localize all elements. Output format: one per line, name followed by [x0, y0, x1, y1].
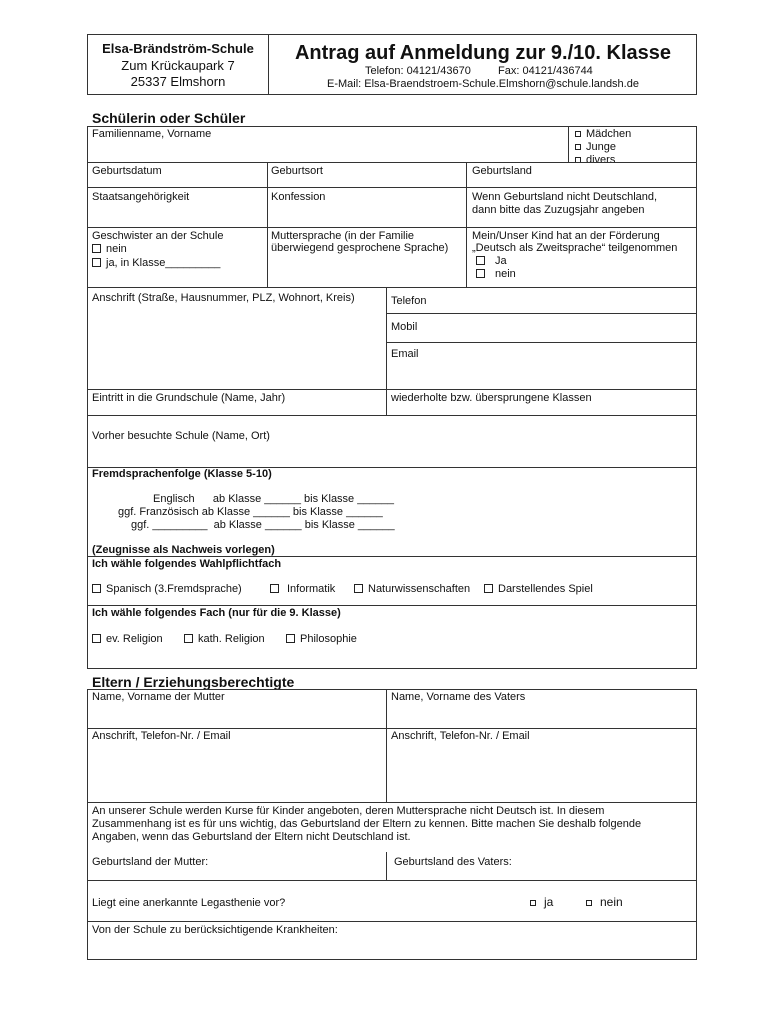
option-label: Spanisch (3.Fremdsprache) [106, 583, 242, 595]
elective-drama[interactable] [484, 583, 593, 596]
row-line [87, 287, 697, 288]
school-phone: Telefon: 04121/43670 [365, 65, 471, 77]
school-email: E-Mail: Elsa-Braendstroem-Schule.Elmshorn@schule.landsh.de [327, 78, 639, 90]
student-name-label: Familienname, Vorname [92, 128, 212, 140]
option-label: nein [106, 243, 127, 255]
row-line [87, 921, 697, 922]
option-label: Informatik [287, 583, 336, 595]
elective-science[interactable] [354, 583, 470, 596]
language-line-french: ggf. Französisch ab Klasse ______ bis Klasse ______ [118, 506, 383, 518]
col-line [466, 162, 467, 287]
checkbox[interactable] [354, 584, 363, 593]
birthdate-label: Geburtsdatum [92, 165, 162, 177]
gender-option-girl[interactable] [575, 128, 631, 141]
checkbox[interactable] [92, 584, 101, 593]
birthplace-label: Geburtsort [271, 165, 323, 177]
gender-divider [568, 126, 569, 162]
subject-kath-religion[interactable] [184, 633, 265, 646]
daz-no-option[interactable] [476, 268, 516, 281]
elective-informatik[interactable] [270, 583, 335, 596]
parents-info-1: An unserer Schule werden Kurse für Kinder angeboten, deren Muttersprache nicht Deutsch ist. In diesem [92, 805, 605, 817]
mother-tongue-label-1: Muttersprache (in der Familie [271, 230, 415, 242]
option-label: kath. Religion [198, 633, 265, 645]
mobile-label: Mobil [391, 321, 418, 333]
siblings-yes-option[interactable] [92, 257, 220, 270]
phone-label: Telefon [391, 295, 427, 307]
row-line [87, 415, 697, 416]
mother-name-label: Name, Vorname der Mutter [92, 691, 225, 703]
row-line [386, 313, 697, 314]
religion-label: Konfession [271, 191, 326, 203]
col-line [386, 287, 387, 415]
option-label: ja [544, 895, 554, 909]
language-line-english: Englisch ab Klasse ______ bis Klasse ______ [153, 493, 394, 505]
checkbox[interactable] [286, 634, 295, 643]
checkbox[interactable] [575, 131, 581, 137]
mother-contact-label: Anschrift, Telefon-Nr. / Email [92, 730, 231, 742]
school-city: 25337 Elmshorn [130, 74, 226, 89]
school-street: Zum Krückaupark 7 [121, 58, 235, 73]
row-line [386, 342, 697, 343]
gender-option-diverse[interactable] [575, 154, 615, 167]
gender-label: Mädchen [586, 128, 632, 140]
arrival-note-1: Wenn Geburtsland nicht Deutschland, [472, 191, 658, 203]
option-label: ev. Religion [106, 633, 163, 645]
checkbox[interactable] [484, 584, 493, 593]
checkbox[interactable] [530, 900, 536, 906]
row-line [87, 605, 697, 606]
school-name: Elsa-Brändström-Schule [102, 41, 254, 56]
row-line [87, 802, 697, 803]
illness-label: Von der Schule zu berücksichtigende Krankheiten: [92, 924, 338, 936]
subject9-title: Ich wähle folgendes Fach (nur für die 9. Klasse) [92, 607, 341, 619]
siblings-no-option[interactable] [92, 243, 127, 256]
checkbox[interactable] [575, 144, 581, 150]
nationality-label: Staatsangehörigkeit [92, 191, 190, 203]
student-section-title: Schülerin oder Schüler [92, 110, 246, 126]
address-label: Anschrift (Straße, Hausnummer, PLZ, Wohnort, Kreis) [92, 292, 355, 304]
row-line [87, 880, 697, 881]
page-title: Antrag auf Anmeldung zur 9./10. Klasse [294, 42, 671, 64]
checkbox[interactable] [92, 258, 101, 267]
option-label: nein [495, 268, 516, 280]
dyslexia-yes-option[interactable] [530, 896, 553, 909]
checkbox[interactable] [476, 256, 485, 265]
elective-spanish[interactable] [92, 583, 242, 596]
gender-option-boy[interactable] [575, 141, 616, 154]
parents-info-3: Angaben, wenn das Geburtsland der Eltern nicht Deutschland ist. [92, 831, 411, 843]
checkbox[interactable] [92, 634, 101, 643]
row-line [466, 162, 697, 163]
row-line [87, 728, 697, 729]
daz-label-2: „Deutsch als Zweitsprache“ teilgenommen [472, 242, 678, 254]
checkbox[interactable] [270, 584, 279, 593]
email-label: Email [391, 348, 419, 360]
row-line [87, 556, 697, 557]
subject-philosophy[interactable] [286, 633, 357, 646]
col-line [386, 689, 387, 802]
mother-tongue-label-2: überwiegend gesprochene Sprache) [271, 242, 449, 254]
elective-title: Ich wähle folgendes Wahlpflichtfach [92, 558, 282, 570]
subject-ev-religion[interactable] [92, 633, 163, 646]
parents-section-title: Eltern / Erziehungsberechtigte [92, 674, 295, 690]
checkbox[interactable] [92, 244, 101, 253]
languages-note: (Zeugnisse als Nachweis vorlegen) [92, 544, 275, 556]
row-line [87, 187, 697, 188]
col-line [267, 162, 268, 287]
dyslexia-no-option[interactable] [586, 896, 623, 909]
option-label: Ja [495, 255, 507, 267]
option-label: Darstellendes Spiel [498, 583, 593, 595]
header-divider [268, 34, 269, 95]
checkbox[interactable] [184, 634, 193, 643]
repeated-classes-label: wiederholte bzw. übersprungene Klassen [391, 392, 592, 404]
primary-school-label: Eintritt in die Grundschule (Name, Jahr) [92, 392, 286, 404]
previous-school-label: Vorher besuchte Schule (Name, Ort) [92, 430, 270, 442]
dyslexia-label: Liegt eine anerkannte Legasthenie vor? [92, 897, 286, 909]
parents-info-2: Zusammenhang ist es für uns wichtig, das Geburtsland der Eltern zu kennen. Bitte machen Sie deshalb folgende [92, 818, 642, 830]
row-line [87, 389, 697, 390]
father-contact-label: Anschrift, Telefon-Nr. / Email [391, 730, 530, 742]
birthcountry-label: Geburtsland [472, 165, 532, 177]
daz-yes-option[interactable] [476, 255, 507, 268]
option-label: nein [600, 895, 623, 909]
mother-country-label: Geburtsland der Mutter: [92, 856, 209, 868]
gender-label: Junge [586, 141, 616, 153]
gender-label: divers [586, 154, 616, 166]
col-line [386, 852, 387, 880]
language-line-other: ggf. _________ ab Klasse ______ bis Klasse ______ [131, 519, 395, 531]
father-name-label: Name, Vorname des Vaters [391, 691, 526, 703]
arrival-note-2: dann bitte das Zuzugsjahr angeben [472, 204, 645, 216]
checkbox[interactable] [586, 900, 592, 906]
option-label: Philosophie [300, 633, 357, 645]
languages-title: Fremdsprachenfolge (Klasse 5-10) [92, 468, 272, 480]
checkbox[interactable] [476, 269, 485, 278]
school-fax: Fax: 04121/436744 [498, 65, 593, 77]
father-country-label: Geburtsland des Vaters: [394, 856, 512, 868]
row-line [87, 227, 697, 228]
siblings-label: Geschwister an der Schule [92, 230, 224, 242]
option-label: Naturwissenschaften [368, 583, 471, 595]
daz-label-1: Mein/Unser Kind hat an der Förderung [472, 230, 660, 242]
option-label: ja, in Klasse_________ [106, 257, 221, 269]
